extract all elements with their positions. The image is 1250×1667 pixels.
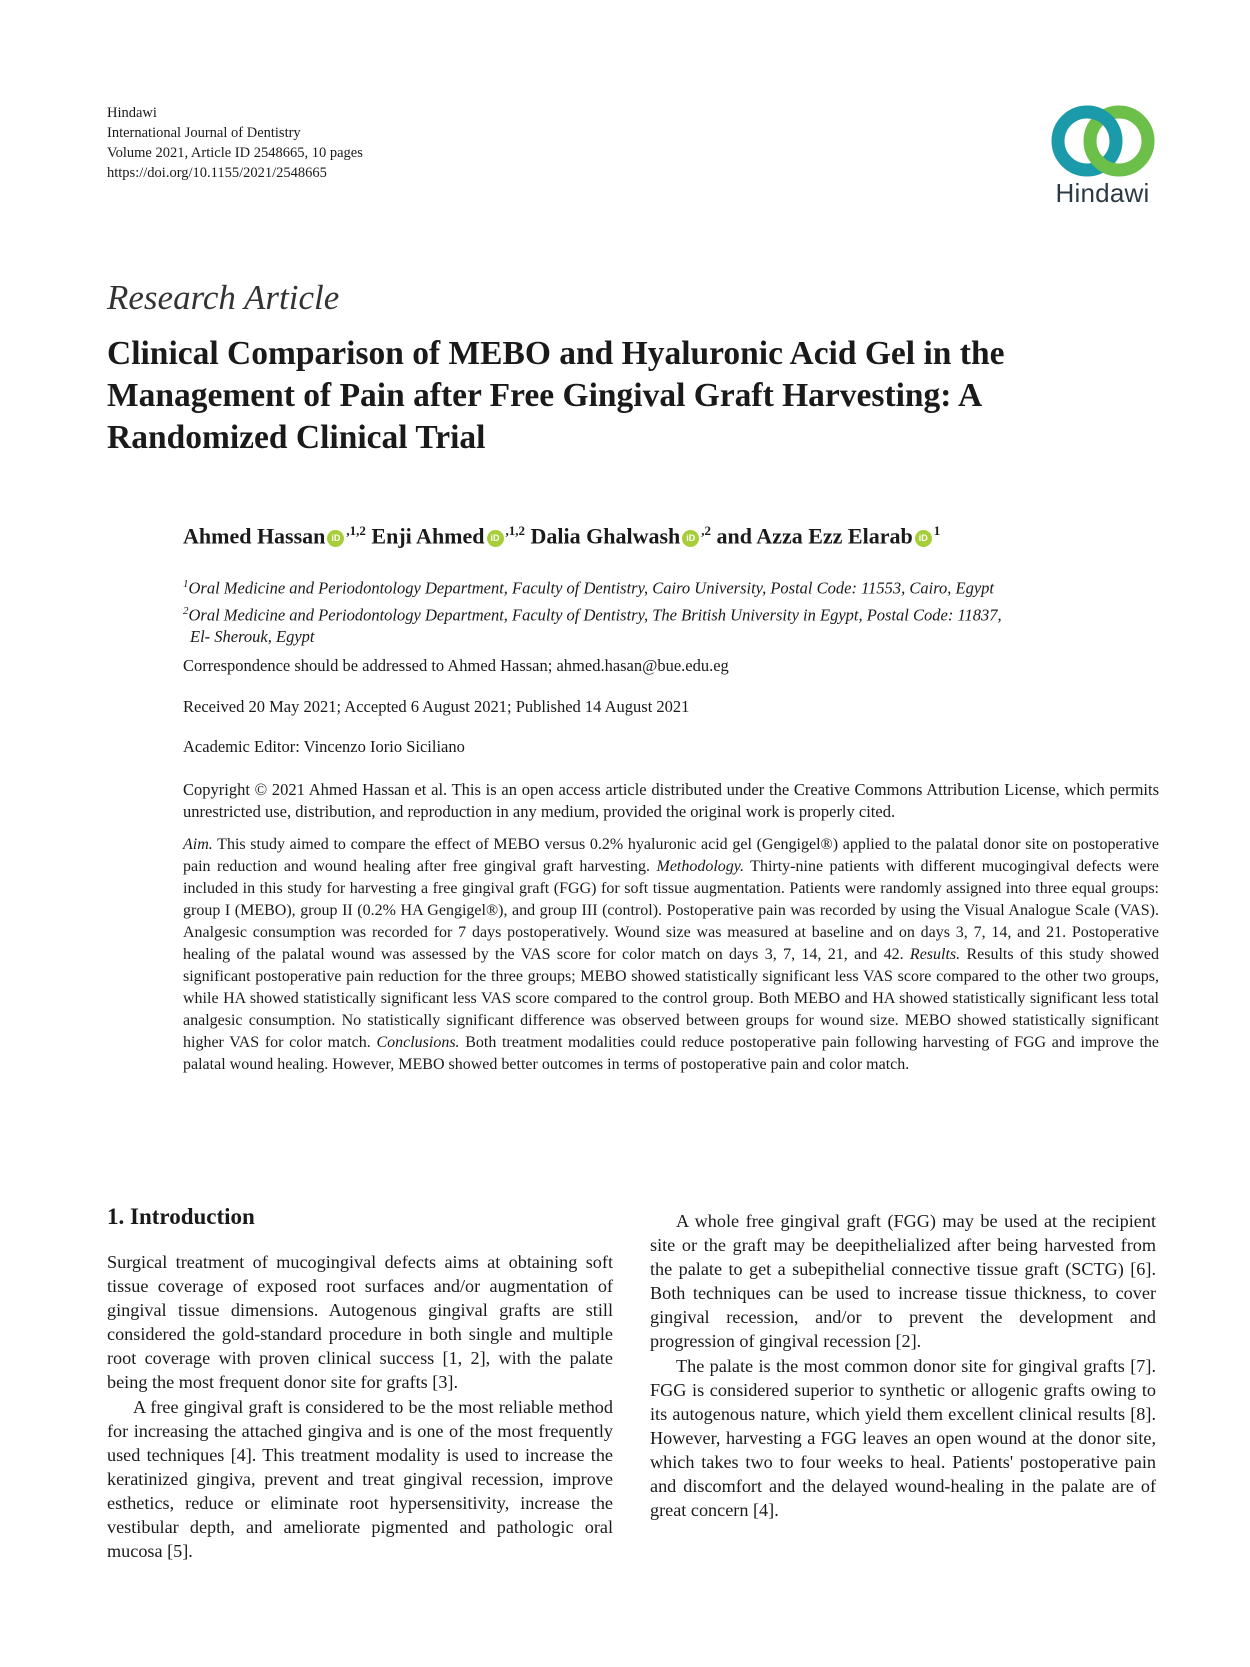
- body-column-left: [107, 1250, 613, 1563]
- affiliation-number: 1: [183, 578, 189, 590]
- orcid-icon[interactable]: iD: [915, 530, 932, 547]
- author-list: [183, 523, 940, 549]
- section-heading: 1. Introduction: [107, 1204, 255, 1229]
- doi-link[interactable]: https://doi.org/10.1155/2021/2548665: [107, 165, 327, 181]
- logo-wordmark: Hindawi: [1055, 178, 1150, 208]
- hindawi-logo: [1040, 100, 1165, 220]
- affiliation-number: 2: [183, 604, 189, 617]
- author-name: and Azza Ezz Elarab: [716, 523, 913, 549]
- abstract-results-label: Results.: [909, 946, 961, 963]
- affiliation-2: [183, 600, 1113, 627]
- author-name: Ahmed Hassan: [183, 523, 326, 549]
- copyright-notice: Copyright © 2021 Ahmed Hassan et al. This is an open access article distributed under the Creative Commons Attribution License, which permits unrestricted use, distribution, and reproduction in any medium, provided the original work is properly cited.: [183, 780, 1159, 821]
- affiliation-text: Oral Medicine and Periodontology Department, Faculty of Dentistry, Cairo University, Postal Code: 11553, Cairo, Egypt: [188, 578, 994, 598]
- publication-dates: Received 20 May 2021; Accepted 6 August 2021; Published 14 August 2021: [183, 697, 690, 716]
- volume-info: Volume 2021, Article ID 2548665, 10 pages: [107, 145, 363, 161]
- paragraph: A whole free gingival graft (FGG) may be used at the recipient site or the graft may be deepithelialized after being harvested from the palate to get a subepithelial connective tissue graft (SCTG) [6]. Both techniques can be used to increase tissue thickness, to cover gingival recession, and/or to prevent the development and progression of gingival recession [2].: [650, 1211, 1156, 1352]
- paragraph: Surgical treatment of mucogingival defects aims at obtaining soft tissue coverage of exposed root surfaces and/or augmentation of gingival tissue dimensions. Autogenous gingival grafts are still considered the gold-standard procedure in both single and multiple root coverage with proven clinical success [1, 2], with the palate being the most frequent donor site for grafts [3].: [107, 1252, 613, 1393]
- author-affiliation-sup: ,1,2: [346, 523, 366, 538]
- author-affiliation-sup: ,1,2: [505, 523, 526, 538]
- abstract-methodology: Thirty-nine patients with different mucogingival defects were included in this study for harvesting a free gingival graft (FGG) for soft tissue augmentation. Patients were randomly assigned into three equal groups: group I (MEBO), group II (0.2% HA Gengigel®), and group III (control). Postoperative pain was recorded by using the Visual Analogue Scale (VAS). Analgesic consumption was recorded for 7 days postoperatively. Wound size was measured at baseline and on days 3, 7, 14, and 21. Postoperative healing of the palatal wound was assessed by the VAS score for color match on days 3, 7, 14, 21, and 42.: [183, 858, 1160, 963]
- author-name: Dalia Ghalwash: [530, 523, 681, 549]
- affiliation-text: Oral Medicine and Periodontology Department, Faculty of Dentistry, The British University in Egypt, Postal Code: 11837,: [188, 605, 1002, 624]
- orcid-icon[interactable]: iD: [682, 530, 699, 547]
- body-column-right: [650, 1209, 1156, 1522]
- publisher-name: Hindawi: [107, 105, 157, 121]
- abstract-methodology-label: Methodology.: [656, 858, 745, 875]
- abstract-conclusions-label: Conclusions.: [376, 1034, 460, 1051]
- correspondence: Correspondence should be addressed to Ahmed Hassan; ahmed.hasan@bue.edu.eg: [183, 656, 729, 675]
- academic-editor: Academic Editor: Vincenzo Iorio Siciliano: [183, 737, 465, 756]
- abstract: [183, 834, 1159, 1076]
- orcid-icon[interactable]: iD: [327, 530, 344, 547]
- abstract-aim: This study aimed to compare the effect of MEBO versus 0.2% hyaluronic acid gel (Gengigel®) applied to the palatal donor site on postoperative pain reduction and wound healing after free gingival graft harvesting.: [183, 836, 1159, 875]
- paragraph: The palate is the most common donor site for gingival grafts [7]. FGG is considered superior to synthetic or allogenic grafts owing to its autogenous nature, which yield them excellent clinical results [8]. However, harvesting a FGG leaves an open wound at the donor site, which takes two to four weeks to heal. Patients' postoperative pain and discomfort and the delayed wound-healing in the palate are of great concern [4].: [650, 1355, 1156, 1521]
- affiliation-1: [183, 573, 1113, 600]
- journal-header: [107, 103, 363, 183]
- affiliation-2-continued: El- Sherouk, Egypt: [190, 627, 315, 646]
- abstract-aim-label: Aim.: [183, 836, 213, 853]
- author-affiliation-sup: ,2: [701, 523, 712, 538]
- journal-name: International Journal of Dentistry: [107, 125, 301, 141]
- article-type: Research Article: [107, 278, 340, 317]
- paragraph: A free gingival graft is considered to be the most reliable method for increasing the attached gingiva and is one of the most frequently used techniques [4]. This treatment modality is used to increase the keratinized gingiva, prevent and treat gingival recession, improve esthetics, reduce or eliminate root hypersensitivity, increase the vestibular depth, and ameliorate pigmented and pathologic oral mucosa [5].: [107, 1396, 613, 1562]
- author-name: Enji Ahmed: [371, 523, 485, 549]
- hindawi-logo-icon: [1051, 100, 1155, 182]
- abstract-results: Results of this study showed significant postoperative pain reduction for the three groups; MEBO showed statistically significant less VAS score compared to the other two groups, while HA showed statistically significant less VAS score compared to the control group. Both MEBO and HA showed statistically significant less total analgesic consumption. No statistically significant difference was observed between groups for wound size. MEBO showed statistically significant higher VAS for color match.: [183, 946, 1159, 1051]
- author-affiliation-sup: 1: [933, 523, 941, 538]
- abstract-conclusions: Both treatment modalities could reduce postoperative pain following harvesting of FGG and improve the palatal wound healing. However, MEBO showed better outcomes in terms of postoperative pain and color match.: [183, 1034, 1160, 1073]
- orcid-icon[interactable]: iD: [487, 530, 504, 547]
- affiliations: [183, 573, 1113, 648]
- article-title: Clinical Comparison of MEBO and Hyaluronic Acid Gel in the Management of Pain after Free Gingival Graft Harvesting: A Randomized Clinical Trial: [107, 335, 1005, 456]
